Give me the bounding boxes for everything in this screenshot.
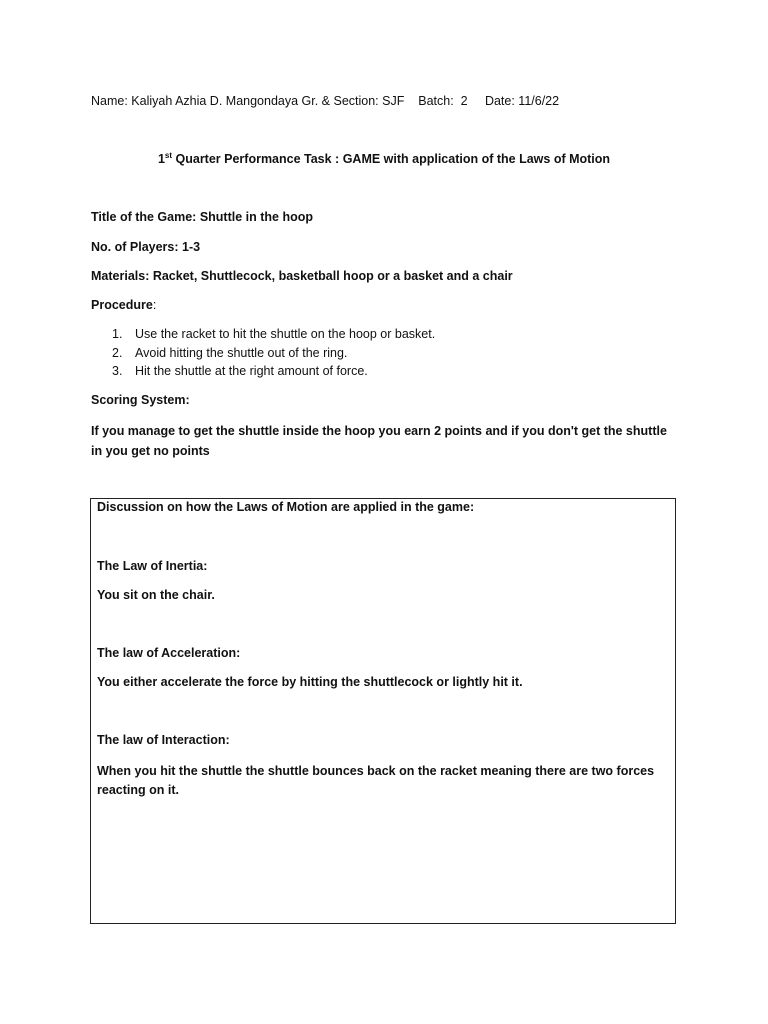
procedure-colon: : xyxy=(152,298,157,312)
procedure-label: Procedure xyxy=(91,298,153,312)
interaction-text: When you hit the shuttle the shuttle bounces back on the racket meaning there are two forces reacting on it. xyxy=(97,764,655,797)
step-text: Use the racket to hit the shuttle on the hoop or basket. xyxy=(135,327,436,341)
acceleration-label: The law of Acceleration: xyxy=(97,646,241,660)
page-title xyxy=(0,152,768,166)
inertia-label: The Law of Inertia: xyxy=(97,559,208,573)
title-ordinal-suffix: st xyxy=(164,150,173,160)
players-count: No. of Players: 1-3 xyxy=(91,240,201,254)
inertia-text: You sit on the chair. xyxy=(97,588,215,602)
acceleration-text: You either accelerate the force by hitting the shuttlecock or lightly hit it. xyxy=(97,675,523,689)
scoring-description: If you manage to get the shuttle inside the hoop you earn 2 points and if you don't get the shuttle in you get no points xyxy=(91,424,667,458)
procedure-list xyxy=(91,325,435,381)
materials-list: Materials: Racket, Shuttlecock, basketball hoop or a basket and a chair xyxy=(91,269,513,283)
procedure-step xyxy=(91,325,435,344)
step-text: Avoid hitting the shuttle out of the ring. xyxy=(135,345,348,360)
discussion-heading: Discussion on how the Laws of Motion are applied in the game: xyxy=(97,500,475,514)
step-number: 3. xyxy=(112,364,123,378)
procedure-heading xyxy=(91,298,156,312)
step-text: Hit the shuttle at the right amount of force. xyxy=(135,364,368,378)
discussion-box xyxy=(90,498,676,924)
title-ordinal-number: 1 xyxy=(157,152,165,166)
step-number: 2. xyxy=(112,345,123,360)
title-text: Quarter Performance Task : GAME with application of the Laws of Motion xyxy=(172,152,611,166)
procedure-step xyxy=(91,362,435,381)
scoring-heading: Scoring System: xyxy=(91,393,190,407)
game-title: Title of the Game: Shuttle in the hoop xyxy=(91,210,313,224)
student-info-line: Name: Kaliyah Azhia D. Mangondaya Gr. & Section: SJF Batch: 2 Date: 11/6/22 xyxy=(91,94,560,108)
step-number: 1. xyxy=(112,327,123,341)
interaction-label: The law of Interaction: xyxy=(97,733,230,747)
procedure-step xyxy=(91,344,435,363)
